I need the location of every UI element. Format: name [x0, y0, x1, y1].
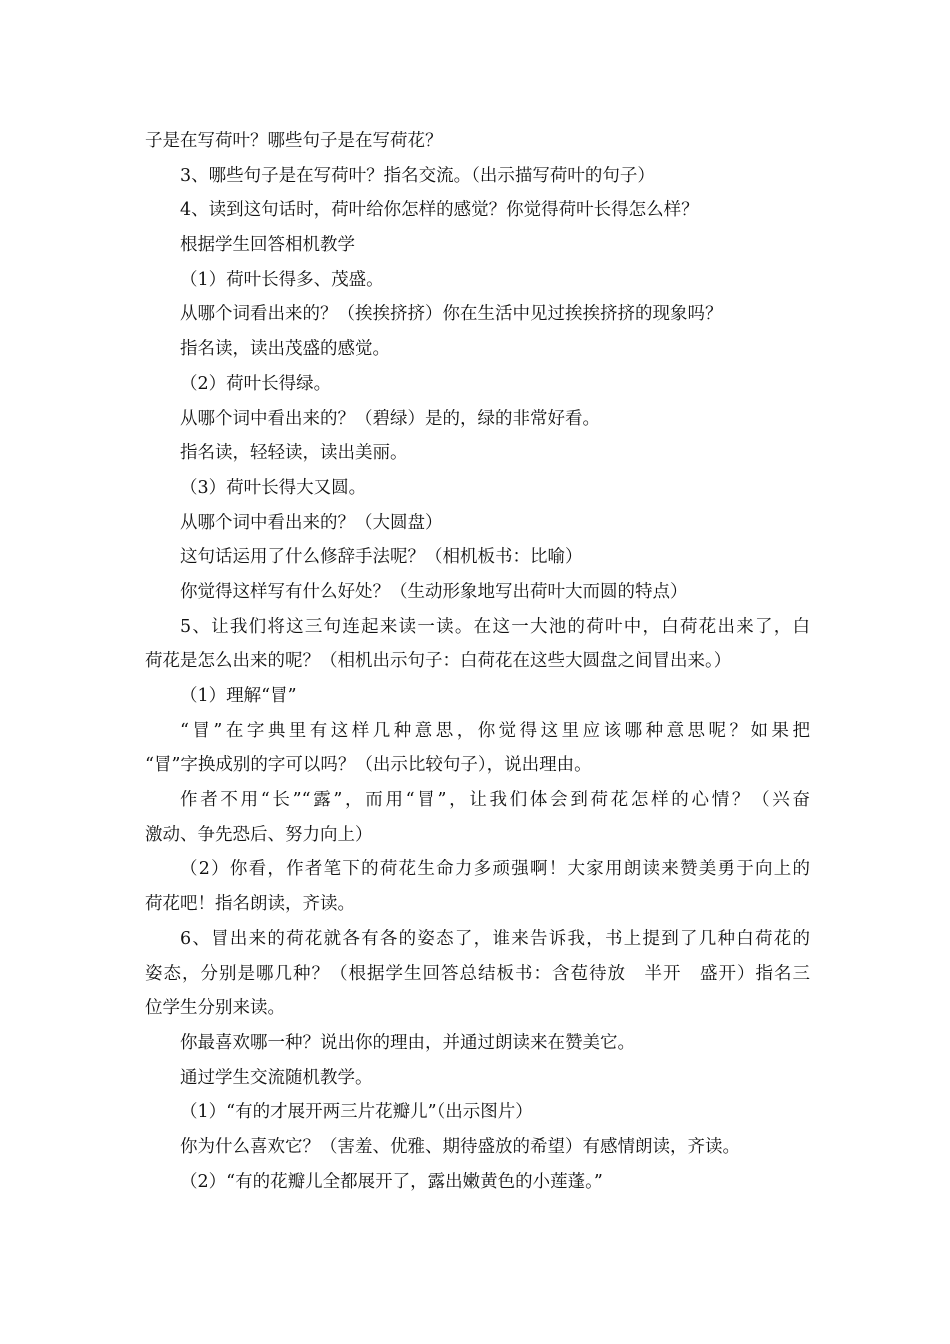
text-line: 3、哪些句子是在写荷叶？指名交流。（出示描写荷叶的句子） [180, 165, 655, 186]
text-line: （1）“有的才展开两三片花瓣儿”（出示图片） [180, 1102, 533, 1123]
text-line: （3）荷叶长得大又圆。 [180, 477, 367, 498]
text-line: 指名读，轻轻读，读出美丽。 [180, 443, 408, 464]
text-line: 作者不用“长”“露”，而用“冒”，让我们体会到荷花怎样的心情？（兴奋 [180, 790, 810, 811]
text-line: 荷花吧！指名朗读，齐读。 [145, 894, 355, 915]
text-line: 从哪个词中看出来的？（大圆盘） [180, 512, 443, 533]
text-line: 荷花是怎么出来的呢？（相机出示句子：白荷花在这些大圆盘之间冒出来。） [145, 651, 732, 672]
text-line: 姿态，分别是哪几种？（根据学生回答总结板书：含苞待放 半开 盛开）指名三 [145, 963, 810, 984]
text-line: 你觉得这样写有什么好处？（生动形象地写出荷叶大而圆的特点） [180, 581, 688, 602]
text-line: 4、读到这句话时，荷叶给你怎样的感觉？你觉得荷叶长得怎么样？ [180, 200, 699, 221]
text-line: （1）荷叶长得多、茂盛。 [180, 269, 384, 290]
text-line: 位学生分别来读。 [145, 998, 285, 1019]
text-line: 子是在写荷叶？哪些句子是在写荷花？ [145, 131, 443, 151]
text-line: 5、让我们将这三句连起来读一读。在这一大池的荷叶中，白荷花出来了，白 [180, 616, 810, 637]
text-line: （2）“有的花瓣儿全都展开了，露出嫩黄色的小莲蓬。” [180, 1171, 603, 1192]
text-line: “冒”在字典里有这样几种意思，你觉得这里应该哪种意思呢？如果把 [180, 720, 810, 741]
text-line: 激动、争先恐后、努力向上） [145, 824, 373, 845]
text-line: 6、冒出来的荷花就各有各的姿态了，谁来告诉我，书上提到了几种白荷花的 [180, 928, 810, 949]
text-line: 根据学生回答相机教学 [180, 235, 355, 256]
text-line: （2）你看，作者笔下的荷花生命力多顽强啊！大家用朗读来赞美勇于向上的 [180, 859, 810, 880]
text-line: “冒”字换成别的字可以吗？（出示比较句子），说出理由。 [145, 755, 592, 776]
text-line: 你最喜欢哪一种？说出你的理由，并通过朗读来在赞美它。 [180, 1032, 635, 1053]
text-line: 从哪个词中看出来的？（碧绿）是的，绿的非常好看。 [180, 408, 600, 429]
text-line: 这句话运用了什么修辞手法呢？（相机板书：比喻） [180, 547, 583, 568]
text-line: 你为什么喜欢它？（害羞、优雅、期待盛放的希望）有感情朗读，齐读。 [180, 1136, 740, 1157]
text-line: 指名读，读出茂盛的感觉。 [180, 339, 390, 360]
text-line: （1）理解“冒” [180, 686, 297, 706]
document-body [145, 124, 810, 1199]
text-line: 从哪个词看出来的？（挨挨挤挤）你在生活中见过挨挨挤挤的现象吗？ [180, 304, 723, 325]
text-line: 通过学生交流随机教学。 [180, 1067, 373, 1088]
text-line: （2）荷叶长得绿。 [180, 373, 332, 394]
